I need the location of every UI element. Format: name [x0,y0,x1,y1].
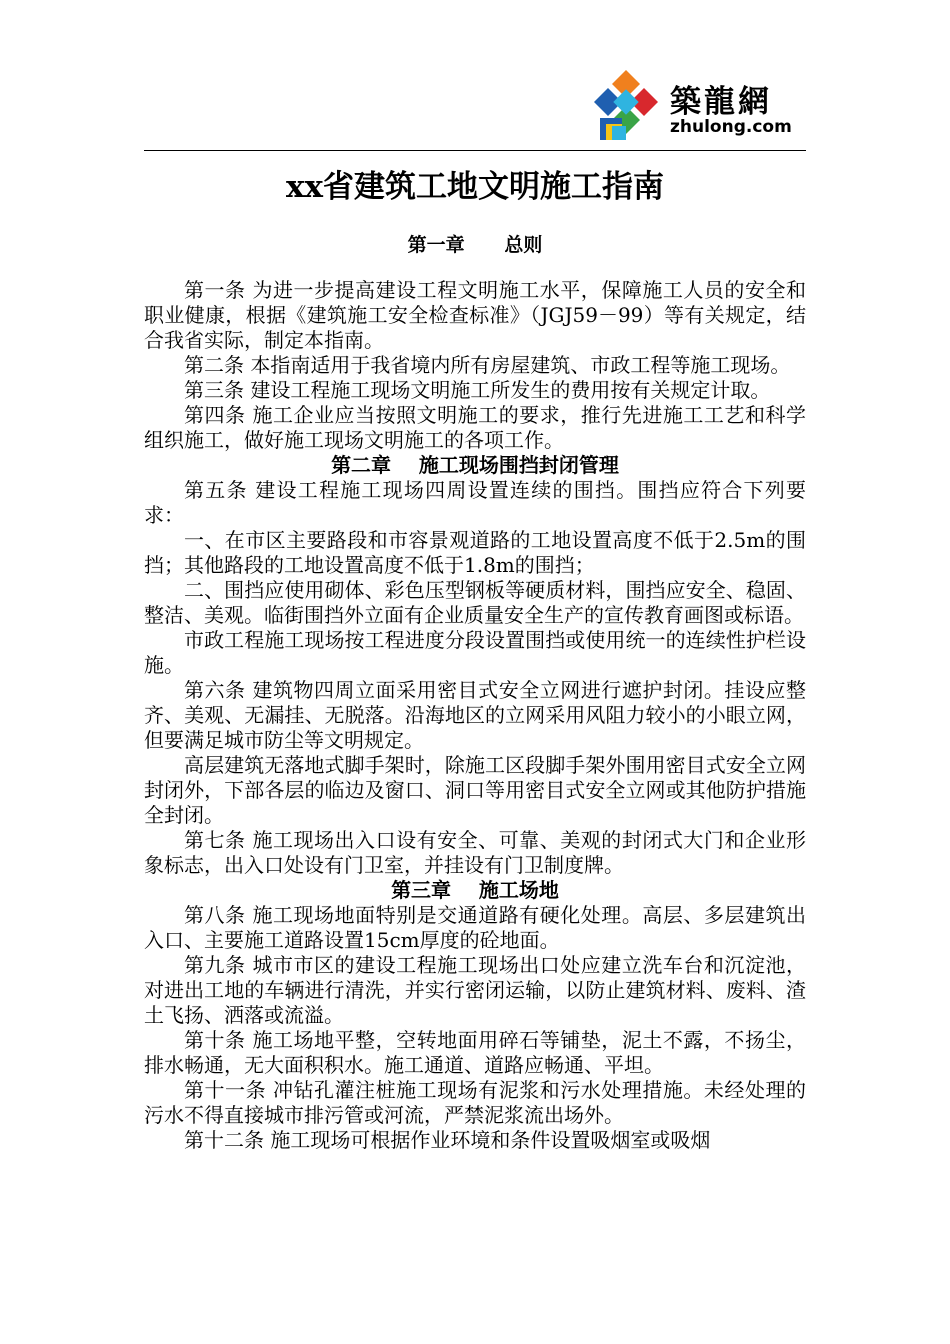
article-paragraph: 第八条 施工现场地面特别是交通道路有硬化处理。高层、多层建筑出入口、主要施工道路设置15cm厚度的砼地面。 [144,903,806,952]
article-paragraph: 第七条 施工现场出入口设有安全、可靠、美观的封闭式大门和企业形象标志，出入口处设有门卫室，并挂设有门卫制度牌。 [144,828,806,877]
article-paragraph: 二、围挡应使用砌体、彩色压型钢板等硬质材料，围挡应安全、稳固、整洁、美观。临街围挡外立面有企业质量安全生产的宣传教育画图或标语。 [144,578,806,627]
article-paragraph: 一、在市区主要路段和市容景观道路的工地设置高度不低于2.5m的围挡；其他路段的工地设置高度不低于1.8m的围挡； [144,528,806,577]
article-paragraph: 第二条 本指南适用于我省境内所有房屋建筑、市政工程等施工现场。 [184,353,791,377]
chapter-heading: 第三章 施工场地 [391,878,559,902]
article-paragraph: 第十一条 冲钻孔灌注桩施工现场有泥浆和污水处理措施。未经处理的污水不得直接城市排污管或河流，严禁泥浆流出场外。 [144,1078,806,1127]
zhulong-cube-icon [590,66,662,144]
article-paragraph: 第五条 建设工程施工现场四周设置连续的围挡。围挡应符合下列要求： [144,478,806,527]
chapter-heading: 第一章 总则 [407,234,543,256]
logo-domain: zhulong.com [670,117,792,137]
document-body [144,278,806,1153]
header-divider [144,150,806,151]
article-paragraph: 第十条 施工场地平整，空转地面用碎石等铺垫，泥土不露，不扬尘，排水畅通，无大面积积水。施工通道、道路应畅通、平坦。 [144,1028,806,1077]
article-paragraph: 第一条 为进一步提高建设工程文明施工水平，保障施工人员的安全和职业健康，根据《建筑施工安全检查标准》（JGJ59－99）等有关规定，结合我省实际，制定本指南。 [144,278,806,352]
document-title: xx省建筑工地文明施工指南 [286,169,664,205]
article-paragraph: 第四条 施工企业应当按照文明施工的要求，推行先进施工工艺和科学组织施工，做好施工现场文明施工的各项工作。 [144,403,806,452]
article-paragraph: 第六条 建筑物四周立面采用密目式安全立网进行遮护封闭。挂设应整齐、美观、无漏挂、无脱落。沿海地区的立网采用风阻力较小的小眼立网，但要满足城市防尘等文明规定。 [144,678,806,752]
zhulong-logo [590,66,810,144]
article-paragraph: 第九条 城市市区的建设工程施工现场出口处应建立洗车台和沉淀池，对进出工地的车辆进行清洗，并实行密闭运输，以防止建筑材料、废料、渣土飞扬、洒落或流溢。 [144,953,806,1027]
article-paragraph: 第十二条 施工现场可根据作业环境和条件设置吸烟室或吸烟 [184,1128,711,1152]
logo-chinese-name: 築龍網 [670,84,772,120]
chapter-heading: 第二章 施工现场围挡封闭管理 [331,453,619,477]
article-paragraph: 市政工程施工现场按工程进度分段设置围挡或使用统一的连续性护栏设施。 [144,628,806,677]
article-paragraph: 第三条 建设工程施工现场文明施工所发生的费用按有关规定计取。 [184,378,771,402]
article-paragraph: 高层建筑无落地式脚手架时，除施工区段脚手架外围用密目式安全立网封闭外，下部各层的临边及窗口、洞口等用密目式安全立网或其他防护措施全封闭。 [144,753,806,827]
